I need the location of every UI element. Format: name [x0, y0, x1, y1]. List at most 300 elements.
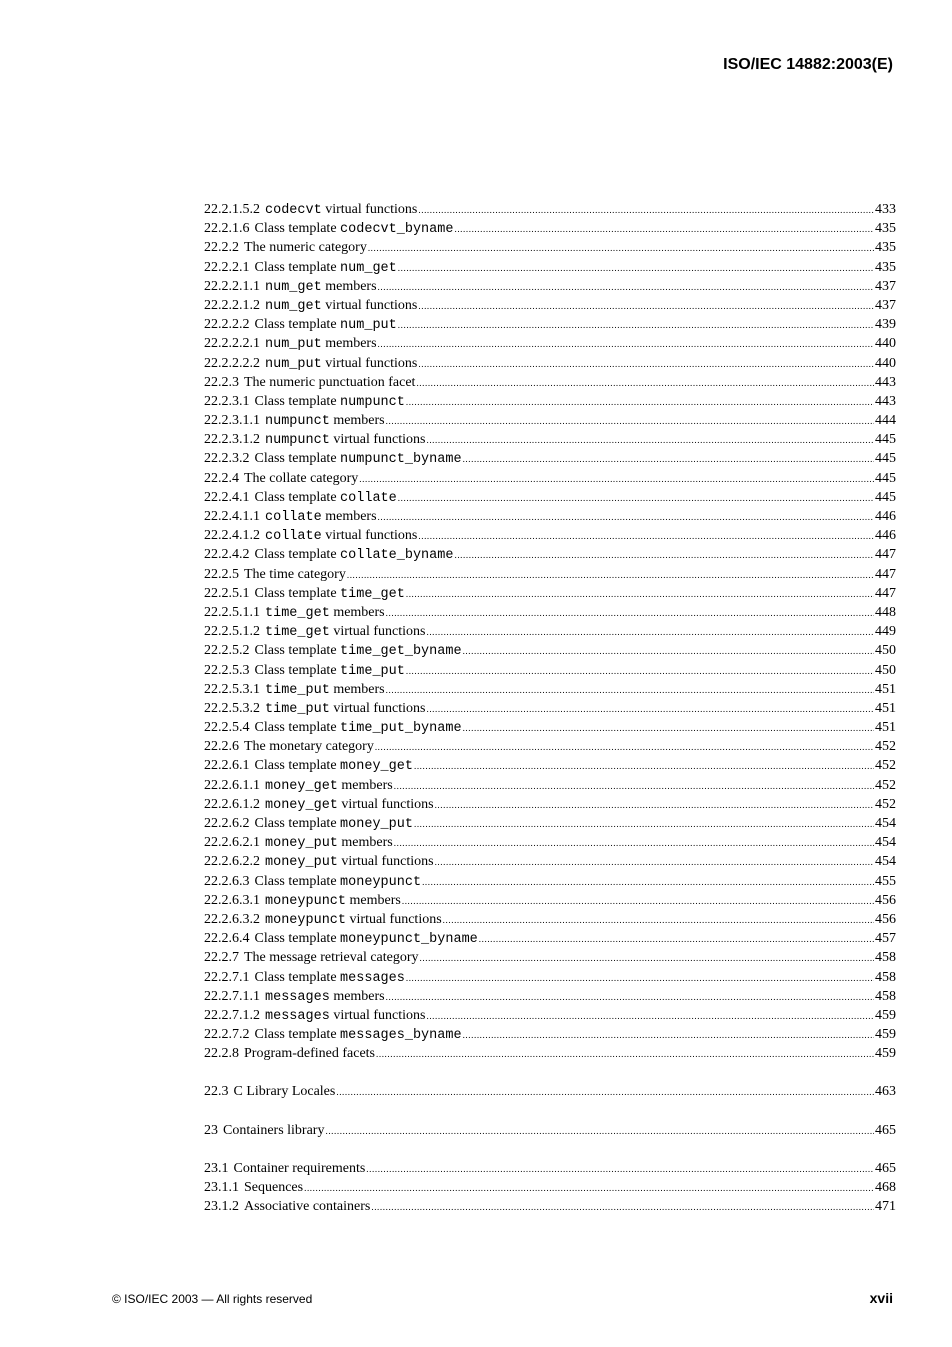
document-id: ISO/IEC 14882:2003(E): [723, 56, 893, 73]
toc-entry-code-identifier: money_put: [265, 836, 338, 852]
toc-entry-number: 23.1.2: [204, 1199, 239, 1215]
toc-entry-title: [260, 987, 385, 1007]
toc-entry-title: [250, 968, 405, 988]
table-of-contents: [204, 200, 896, 1216]
toc-entry-page: 465: [875, 1160, 896, 1176]
toc-entry-number: 22.2.4.1.2: [204, 528, 260, 544]
toc-entry[interactable]: [204, 1006, 896, 1025]
toc-entry-title-suffix: members: [329, 413, 385, 429]
toc-entry[interactable]: [204, 756, 896, 775]
toc-entry-title: [239, 1178, 303, 1198]
toc-entry-title: [250, 219, 454, 239]
toc-entry[interactable]: [204, 430, 896, 449]
toc-entry-page: 443: [875, 374, 896, 390]
dot-leader: [378, 508, 874, 527]
toc-entry[interactable]: [204, 354, 896, 373]
toc-entry[interactable]: [204, 948, 896, 967]
toc-entry-number: 22.2.7.1: [204, 969, 250, 985]
toc-entry[interactable]: [204, 872, 896, 891]
toc-entry-title-suffix: virtual functions: [329, 432, 426, 448]
toc-entry-page: 458: [875, 988, 896, 1004]
toc-entry-title: [239, 238, 367, 258]
dot-leader: [420, 949, 874, 968]
toc-entry-code-identifier: numpunct: [340, 394, 405, 410]
toc-entry-title-suffix: members: [321, 509, 377, 524]
toc-entry-title-suffix: members: [346, 892, 401, 908]
toc-entry[interactable]: [204, 603, 896, 622]
toc-entry-number: 22.2.2.1.2: [204, 297, 260, 313]
toc-entry-title-suffix: members: [321, 336, 377, 352]
toc-entry[interactable]: [204, 641, 896, 660]
toc-entry-code-identifier: num_put: [340, 318, 397, 334]
page-number: xvii: [869, 1290, 893, 1306]
toc-entry[interactable]: [204, 1082, 896, 1101]
toc-entry[interactable]: [204, 929, 896, 948]
toc-entry-number: 22.2.2.1.1: [204, 278, 260, 294]
toc-entry[interactable]: [204, 1159, 896, 1178]
toc-entry-page: 459: [875, 1046, 896, 1062]
toc-entry[interactable]: [204, 488, 896, 507]
toc-entry-title-suffix: members: [337, 777, 393, 793]
toc-entry-title: [239, 1044, 375, 1064]
copyright-notice: © ISO/IEC 2003 — All rights reserved: [112, 1292, 313, 1306]
toc-entry-page: 454: [875, 835, 896, 851]
dot-leader: [378, 278, 874, 297]
toc-entry-code-identifier: time_put: [340, 663, 405, 679]
dot-leader: [422, 873, 874, 892]
toc-entry-title-suffix: members: [321, 278, 377, 294]
toc-entry-title: [260, 354, 417, 374]
toc-entry-code-identifier: collate_byname: [340, 548, 454, 564]
toc-entry-title: [260, 833, 393, 853]
toc-entry-number: 22.2.5: [204, 566, 239, 582]
toc-entry-title-text: Sequences: [244, 1180, 304, 1195]
toc-entry-page: 459: [875, 1027, 896, 1043]
toc-entry-number: 22.2.8: [204, 1046, 239, 1062]
toc-entry-page: 471: [875, 1199, 896, 1215]
toc-entry-code-identifier: num_put: [265, 337, 322, 353]
toc-entry-page: 457: [875, 931, 896, 947]
toc-entry-title-suffix: virtual functions: [337, 796, 434, 812]
toc-entry[interactable]: [204, 334, 896, 353]
toc-entry-code-identifier: time_get: [265, 625, 330, 641]
toc-entry-page: 448: [875, 604, 896, 620]
dot-leader: [463, 450, 874, 469]
toc-entry[interactable]: [204, 1025, 896, 1044]
toc-entry-title-text: Class template: [254, 259, 341, 275]
toc-entry-number: 22.2.3.1: [204, 393, 250, 409]
dot-leader: [418, 355, 874, 374]
dot-leader: [366, 1160, 874, 1179]
dot-leader: [426, 431, 874, 450]
toc-entry-title-text: The monetary category: [244, 739, 374, 755]
toc-entry-number: 22.2.6.3: [204, 873, 250, 889]
toc-entry-page: 455: [875, 873, 896, 889]
toc-entry[interactable]: [204, 449, 896, 468]
toc-entry-number: 23.1: [204, 1160, 229, 1176]
toc-entry-page: 446: [875, 509, 896, 524]
dot-leader: [454, 220, 874, 239]
toc-entry-page: 447: [875, 566, 896, 582]
dot-leader: [325, 1122, 874, 1141]
toc-entry-title-text: The message retrieval category: [244, 950, 419, 966]
toc-entry-code-identifier: collate: [265, 529, 322, 545]
dot-leader: [386, 412, 874, 431]
toc-entry-title: [250, 641, 462, 661]
toc-entry-code-identifier: money_get: [265, 797, 338, 813]
dot-leader: [398, 259, 874, 278]
toc-entry-page: 458: [875, 950, 896, 966]
dot-leader: [463, 1026, 874, 1045]
toc-entry[interactable]: [204, 910, 896, 929]
toc-entry-number: 22.2.1.5.2: [204, 202, 260, 217]
toc-entry-page: 443: [875, 393, 896, 409]
toc-entry-number: 22.2.5.1.1: [204, 604, 260, 620]
toc-entry-code-identifier: money_get: [340, 759, 413, 775]
toc-entry[interactable]: [204, 1121, 896, 1140]
dot-leader: [418, 297, 874, 316]
toc-entry-number: 22.2.4.2: [204, 547, 250, 563]
toc-entry-title: [218, 1121, 324, 1141]
dot-leader: [426, 623, 874, 642]
toc-entry-number: 22.2.2: [204, 240, 239, 256]
toc-entry-title: [260, 526, 417, 546]
toc-entry-title-text: Class template: [254, 489, 341, 505]
toc-entry-code-identifier: num_get: [340, 260, 397, 276]
toc-entry-title: [239, 469, 358, 489]
toc-entry-title: [260, 277, 377, 297]
toc-entry[interactable]: [204, 680, 896, 699]
toc-entry-title: [239, 1197, 370, 1217]
toc-entry[interactable]: [204, 296, 896, 315]
toc-entry-number: 22.2.3: [204, 374, 239, 390]
toc-entry-page: 452: [875, 739, 896, 755]
dot-leader: [406, 969, 874, 988]
toc-entry-title: [250, 392, 405, 412]
toc-entry-title-suffix: members: [337, 835, 393, 851]
toc-entry-code-identifier: moneypunct_byname: [340, 932, 478, 948]
toc-entry-page: 450: [875, 643, 896, 659]
toc-entry-title-text: The numeric category: [244, 240, 367, 256]
dot-leader: [394, 834, 874, 853]
toc-entry-title-text: Class template: [254, 662, 341, 678]
dot-leader: [394, 777, 874, 796]
toc-entry-page: 445: [875, 451, 896, 467]
toc-entry[interactable]: [204, 373, 896, 392]
toc-entry-title: [250, 1025, 462, 1045]
toc-entry-title: [250, 814, 413, 834]
toc-entry-page: 451: [875, 700, 896, 716]
toc-entry-page: 435: [875, 221, 896, 237]
dot-leader: [418, 201, 874, 220]
toc-entry-page: 451: [875, 720, 896, 736]
toc-entry-title-text: The collate category: [244, 470, 359, 486]
dot-leader: [347, 566, 874, 585]
toc-entry-number: 22.2.3.1.2: [204, 432, 260, 448]
toc-entry-title-suffix: virtual functions: [329, 700, 426, 716]
toc-entry-number: 22.2.5.4: [204, 720, 250, 736]
toc-entry[interactable]: [204, 526, 896, 545]
toc-entry-number: 23: [204, 1122, 218, 1138]
toc-entry-code-identifier: moneypunct: [265, 912, 347, 928]
toc-entry[interactable]: [204, 622, 896, 641]
toc-entry-number: 22.2.6.2: [204, 816, 250, 831]
toc-entry-code-identifier: messages: [265, 1008, 330, 1024]
toc-entry-page: 459: [875, 1007, 896, 1023]
toc-entry-title-text: The time category: [244, 566, 346, 582]
toc-entry-title-text: Class template: [254, 758, 341, 774]
toc-entry-title-text: Class template: [254, 969, 341, 985]
toc-entry-title: [260, 507, 377, 527]
toc-entry-number: 22.2.2.2: [204, 317, 250, 333]
toc-entry-title: [260, 680, 385, 700]
toc-entry-page: 465: [875, 1122, 896, 1138]
toc-entry[interactable]: [204, 277, 896, 296]
toc-entry-title-suffix: virtual functions: [321, 202, 418, 217]
toc-entry[interactable]: [204, 795, 896, 814]
toc-entry-code-identifier: numpunct: [265, 414, 330, 430]
toc-entry-title: [260, 891, 401, 911]
toc-entry-page: 449: [875, 624, 896, 640]
toc-entry-page: 463: [875, 1084, 896, 1100]
toc-entry-title: [250, 584, 405, 604]
dot-leader: [386, 988, 874, 1007]
toc-entry-code-identifier: messages_byname: [340, 1028, 462, 1044]
toc-entry[interactable]: [204, 852, 896, 871]
toc-entry-number: 22.2.5.3: [204, 662, 250, 678]
dot-leader: [386, 681, 874, 700]
toc-entry-page: 454: [875, 854, 896, 870]
toc-entry-number: 22.2.6.1.1: [204, 777, 260, 793]
toc-entry-title-suffix: virtual functions: [346, 911, 442, 927]
toc-entry-title: [260, 699, 425, 719]
toc-entry-title: [250, 258, 397, 278]
toc-entry-page: 447: [875, 547, 896, 563]
toc-entry-number: 22.2.2.2.1: [204, 336, 260, 352]
toc-entry[interactable]: [204, 776, 896, 795]
toc-entry-page: 439: [875, 317, 896, 333]
toc-entry[interactable]: [204, 545, 896, 564]
toc-entry-number: 22.3: [204, 1084, 229, 1100]
dot-leader: [426, 1007, 874, 1026]
toc-entry[interactable]: [204, 507, 896, 526]
toc-entry-title-text: Class template: [254, 873, 341, 889]
toc-entry-title: [239, 373, 415, 393]
toc-entry-title-text: Containers library: [223, 1122, 325, 1138]
toc-entry-code-identifier: time_get: [340, 586, 405, 602]
toc-entry-title-suffix: virtual functions: [321, 355, 418, 371]
toc-entry-code-identifier: time_put: [265, 682, 330, 698]
dot-leader: [454, 546, 874, 565]
toc-entry[interactable]: [204, 833, 896, 852]
toc-entry-title: [250, 756, 413, 776]
dot-leader: [402, 892, 874, 911]
dot-leader: [378, 335, 874, 354]
dot-leader: [375, 738, 874, 757]
toc-entry-title: [260, 852, 434, 872]
toc-entry-title: [239, 737, 374, 757]
toc-entry[interactable]: [204, 200, 896, 219]
toc-entry[interactable]: [204, 584, 896, 603]
toc-entry-title-suffix: members: [329, 681, 385, 697]
toc-entry-page: 468: [875, 1180, 896, 1195]
toc-entry-title: [260, 795, 434, 815]
toc-entry-number: 22.2.6.1: [204, 758, 250, 774]
toc-entry-title-text: Associative containers: [244, 1199, 371, 1215]
toc-entry[interactable]: [204, 699, 896, 718]
toc-entry-title: [229, 1159, 366, 1179]
toc-entry-number: 22.2.6.2.1: [204, 835, 260, 851]
toc-entry-number: 22.2.5.3.2: [204, 700, 260, 716]
dot-leader: [336, 1083, 874, 1102]
toc-entry-number: 22.2.3.1.1: [204, 413, 260, 429]
toc-entry-page: 458: [875, 969, 896, 985]
toc-entry[interactable]: [204, 219, 896, 238]
toc-entry[interactable]: [204, 661, 896, 680]
dot-leader: [386, 604, 874, 623]
dot-leader: [443, 911, 874, 930]
toc-entry-title-text: Program-defined facets: [244, 1046, 375, 1062]
dot-leader: [416, 374, 874, 393]
toc-entry[interactable]: [204, 1197, 896, 1216]
dot-leader: [359, 470, 874, 489]
toc-entry-number: 22.2.7.2: [204, 1027, 250, 1043]
toc-entry-number: 22.2.7: [204, 950, 239, 966]
dot-leader: [368, 239, 874, 258]
toc-entry-code-identifier: codecvt: [265, 203, 322, 218]
toc-entry-page: 444: [875, 413, 896, 429]
toc-entry-number: 22.2.4: [204, 470, 239, 486]
toc-entry-number: 22.2.1.6: [204, 221, 250, 237]
toc-entry-page: 450: [875, 662, 896, 678]
dot-leader: [435, 796, 874, 815]
toc-entry-title: [260, 334, 377, 354]
toc-entry-number: 22.2.3.2: [204, 451, 250, 467]
toc-entry-title-text: Class template: [254, 643, 341, 659]
toc-entry-code-identifier: time_get: [265, 605, 330, 621]
toc-entry[interactable]: [204, 814, 896, 833]
toc-entry[interactable]: [204, 469, 896, 488]
toc-entry-title-text: C Library Locales: [233, 1084, 336, 1100]
toc-entry-page: 447: [875, 585, 896, 601]
toc-entry-title: [260, 1006, 425, 1026]
toc-entry[interactable]: [204, 891, 896, 910]
toc-entry[interactable]: [204, 238, 896, 257]
toc-entry-title: [250, 872, 422, 892]
toc-entry-page: 452: [875, 777, 896, 793]
toc-entry-title: [250, 315, 397, 335]
toc-entry[interactable]: [204, 258, 896, 277]
dot-leader: [414, 757, 874, 776]
toc-entry-page: 445: [875, 489, 896, 505]
dot-leader: [414, 815, 874, 834]
toc-entry-title: [260, 776, 393, 796]
toc-entry-title-text: Class template: [254, 221, 341, 237]
toc-entry-page: 446: [875, 528, 896, 544]
toc-entry-number: 22.2.4.1.1: [204, 509, 260, 524]
toc-entry-title-suffix: virtual functions: [337, 854, 434, 870]
toc-entry-code-identifier: num_get: [265, 279, 322, 295]
toc-entry-code-identifier: messages: [265, 989, 330, 1005]
toc-entry-number: 22.2.6.3.1: [204, 892, 260, 908]
toc-entry-number: 22.2.7.1.2: [204, 1007, 260, 1023]
toc-entry-title: [260, 603, 385, 623]
toc-entry-number: 22.2.5.1.2: [204, 624, 260, 640]
toc-entry-title-text: Class template: [254, 585, 341, 601]
toc-entry-title: [250, 545, 454, 565]
toc-entry-code-identifier: codecvt_byname: [340, 222, 454, 238]
toc-entry-page: 445: [875, 470, 896, 486]
toc-entry-number: 22.2.5.2: [204, 643, 250, 659]
toc-entry-page: 440: [875, 336, 896, 352]
toc-entry-code-identifier: time_put_byname: [340, 721, 462, 737]
toc-entry[interactable]: [204, 1044, 896, 1063]
toc-entry-title: [260, 622, 425, 642]
dot-leader: [371, 1198, 874, 1217]
toc-entry-title-text: Class template: [254, 393, 341, 409]
toc-entry-title: [260, 296, 417, 316]
toc-entry-page: 456: [875, 892, 896, 908]
toc-entry-title-text: Class template: [254, 1027, 341, 1043]
toc-entry-title: [250, 929, 478, 949]
dot-leader: [418, 527, 874, 546]
toc-entry[interactable]: [204, 565, 896, 584]
toc-entry-number: 22.2.2.1: [204, 259, 250, 275]
dot-leader: [398, 316, 874, 335]
toc-entry[interactable]: [204, 392, 896, 411]
toc-entry[interactable]: [204, 737, 896, 756]
dot-leader: [304, 1179, 874, 1198]
toc-entry-page: 454: [875, 816, 896, 831]
toc-entry[interactable]: [204, 411, 896, 430]
toc-entry-code-identifier: moneypunct: [340, 874, 422, 890]
toc-entry-number: 22.2.6.2.2: [204, 854, 260, 870]
toc-entry-title-suffix: virtual functions: [329, 1007, 426, 1023]
toc-entry[interactable]: [204, 968, 896, 987]
toc-entry-title-text: The numeric punctuation facet: [244, 374, 416, 390]
toc-entry-code-identifier: numpunct: [265, 433, 330, 449]
toc-entry-title: [260, 910, 442, 930]
toc-entry-number: 22.2.5.1: [204, 585, 250, 601]
dot-leader: [463, 719, 874, 738]
toc-entry-page: 433: [875, 202, 896, 217]
toc-entry-page: 435: [875, 259, 896, 275]
toc-entry-number: 22.2.6.4: [204, 931, 250, 947]
toc-entry-title-text: Class template: [254, 816, 341, 831]
toc-entry[interactable]: [204, 987, 896, 1006]
toc-entry-title-suffix: virtual functions: [321, 297, 418, 313]
toc-entry[interactable]: [204, 315, 896, 334]
toc-entry-title: [260, 430, 425, 450]
dot-leader: [463, 642, 874, 661]
toc-entry-title: [260, 411, 385, 431]
toc-entry-title: [250, 661, 405, 681]
toc-entry-number: 22.2.4.1: [204, 489, 250, 505]
toc-entry-title-text: Class template: [254, 720, 341, 736]
toc-entry[interactable]: [204, 1178, 896, 1197]
toc-entry-page: 435: [875, 240, 896, 256]
toc-entry-number: 22.2.5.3.1: [204, 681, 260, 697]
dot-leader: [406, 585, 874, 604]
toc-entry-page: 437: [875, 297, 896, 313]
dot-leader: [398, 489, 874, 508]
toc-entry-page: 440: [875, 355, 896, 371]
toc-entry[interactable]: [204, 718, 896, 737]
dot-leader: [406, 393, 874, 412]
toc-entry-code-identifier: moneypunct: [265, 893, 347, 909]
toc-entry-title-suffix: members: [329, 604, 385, 620]
toc-entry-number: 22.2.6.1.2: [204, 796, 260, 812]
